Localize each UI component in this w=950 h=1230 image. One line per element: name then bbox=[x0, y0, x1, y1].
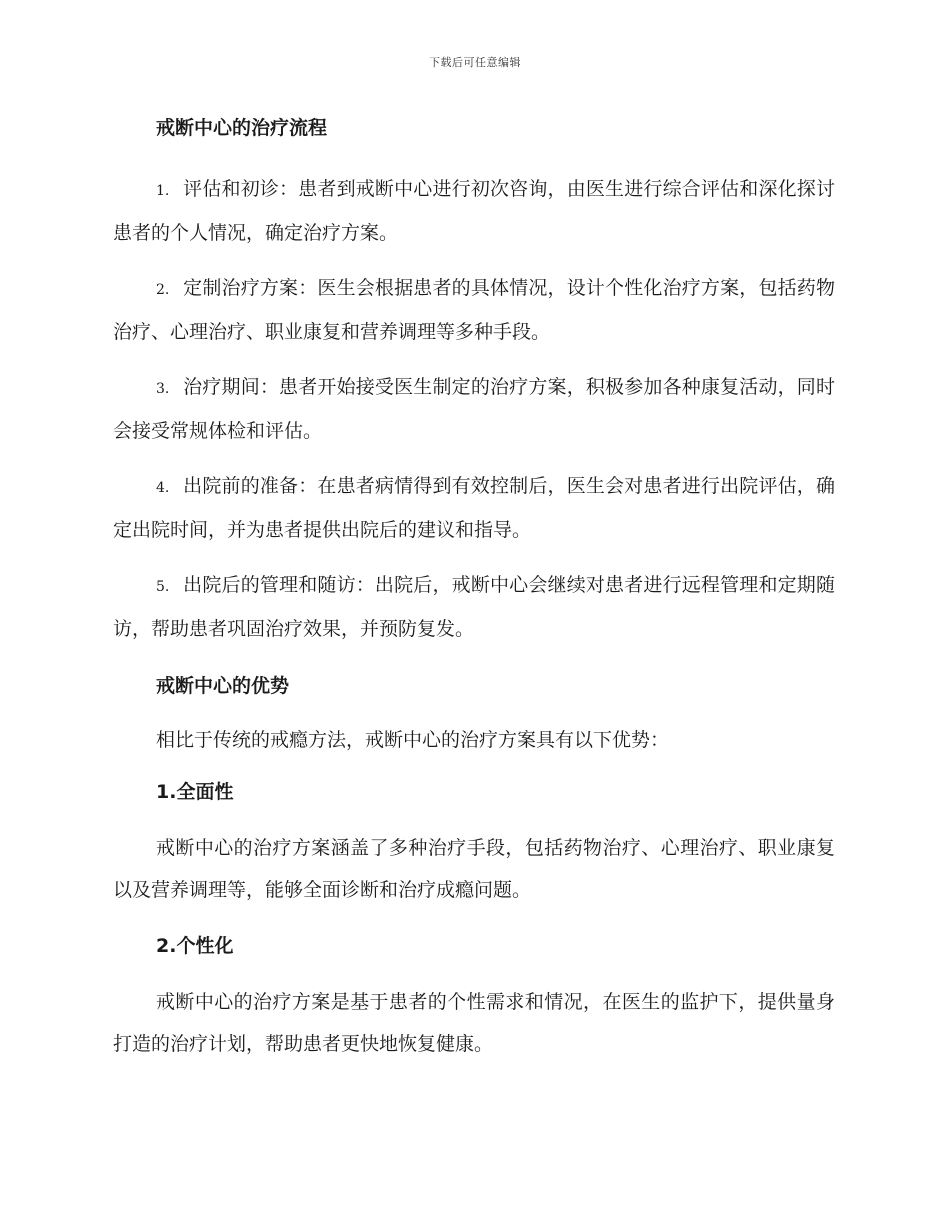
subsection-title-comprehensive: 1.全面性 bbox=[156, 781, 234, 803]
document-body bbox=[113, 110, 835, 1065]
list-item-number: 1. bbox=[156, 183, 170, 199]
comprehensive-text: 戒断中心的治疗方案涵盖了多种治疗手段，包括药物治疗、心理治疗、职业康复以及营养调理等，能够全面诊断和治疗成瘾问题。 bbox=[113, 837, 835, 901]
list-item bbox=[113, 465, 835, 551]
list-item-text: 治疗期间：患者开始接受医生制定的治疗方案，积极参加各种康复活动，同时会接受常规体检和评估。 bbox=[113, 376, 835, 442]
page-header: 下载后可任意编辑 bbox=[429, 56, 521, 69]
list-item-number: 4. bbox=[156, 480, 170, 496]
list-item-text: 评估和初诊：患者到戒断中心进行初次咨询，由医生进行综合评估和深化探讨患者的个人情况，确定治疗方案。 bbox=[113, 178, 835, 244]
personalized-text: 戒断中心的治疗方案是基于患者的个性需求和情况，在医生的监护下，提供量身打造的治疗计划，帮助患者更快地恢复健康。 bbox=[113, 991, 835, 1055]
list-item-text: 定制治疗方案：医生会根据患者的具体情况，设计个性化治疗方案，包括药物治疗、心理治疗、职业康复和营养调理等多种手段。 bbox=[113, 277, 835, 343]
subsection-title-personalized: 2.个性化 bbox=[156, 935, 234, 957]
section-title-advantages: 戒断中心的优势 bbox=[156, 675, 290, 697]
list-item bbox=[113, 366, 835, 452]
list-item bbox=[113, 267, 835, 353]
list-item-text: 出院后的管理和随访：出院后，戒断中心会继续对患者进行远程管理和定期随访，帮助患者巩固治疗效果，并预防复发。 bbox=[113, 574, 835, 640]
list-item bbox=[113, 564, 835, 650]
list-item-number: 3. bbox=[156, 381, 170, 397]
list-item-number: 5. bbox=[156, 579, 170, 595]
section-title-treatment-process: 戒断中心的治疗流程 bbox=[156, 117, 328, 139]
list-item bbox=[113, 168, 835, 254]
list-item-number: 2. bbox=[156, 282, 170, 298]
advantages-intro: 相比于传统的戒瘾方法，戒断中心的治疗方案具有以下优势： bbox=[156, 729, 670, 751]
list-item-text: 出院前的准备：在患者病情得到有效控制后，医生会对患者进行出院评估，确定出院时间，并为患者提供出院后的建议和指导。 bbox=[113, 475, 835, 541]
